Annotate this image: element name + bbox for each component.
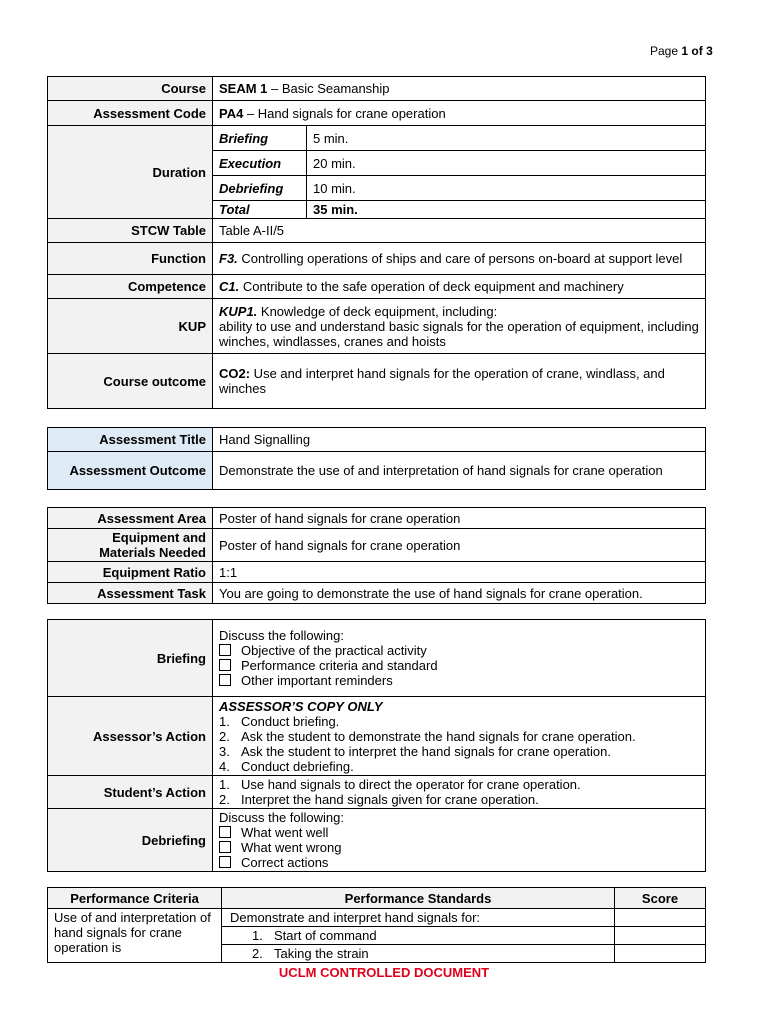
duration-time: 35 min. — [307, 201, 706, 219]
standard-item: 1. Start of command — [222, 927, 615, 945]
debriefing-content — [213, 809, 706, 872]
score-cell — [615, 945, 706, 963]
assessment-outcome-value: Demonstrate the use of and interpretation of hand signals for crane operation — [213, 452, 706, 490]
criteria-text: Use of and interpretation of hand signals for crane operation is — [48, 909, 222, 963]
assessor-heading: ASSESSOR’S COPY ONLY — [219, 698, 383, 714]
assessment-title-label: Assessment Title — [48, 428, 213, 452]
list-item: What went well — [219, 825, 699, 840]
list-item: 2. Interpret the hand signals given for crane operation. — [219, 792, 539, 807]
assessment-title-value: Hand Signalling — [213, 428, 706, 452]
assessor-action-content — [213, 697, 706, 776]
assessment-code-label: Assessment Code — [48, 101, 213, 126]
function-label: Function — [48, 243, 213, 275]
checkbox-icon — [219, 659, 231, 671]
checkbox-icon — [219, 841, 231, 853]
assessment-table — [47, 427, 706, 490]
assessment-task-label: Assessment Task — [48, 583, 213, 604]
standard-item: 2. Taking the strain — [222, 945, 615, 963]
performance-table — [47, 887, 706, 963]
briefing-intro: Discuss the following: — [219, 628, 344, 643]
list-item: 1. Conduct briefing. — [219, 713, 340, 729]
assessor-action-label: Assessor’s Action — [48, 697, 213, 776]
stcw-label: STCW Table — [48, 219, 213, 243]
course-info-table — [47, 76, 706, 409]
score-cell — [615, 909, 706, 927]
competence-label: Competence — [48, 275, 213, 299]
list-item: Correct actions — [219, 855, 699, 870]
materials-table — [47, 507, 706, 604]
assessment-outcome-label: Assessment Outcome — [48, 452, 213, 490]
assessment-task-value: You are going to demonstrate the use of hand signals for crane operation. — [213, 583, 706, 604]
function-value: F3. Controlling operations of ships and care of persons on-board at support level — [213, 243, 706, 275]
score-header: Score — [615, 888, 706, 909]
duration-time: 5 min. — [307, 126, 706, 151]
list-item: 2. Ask the student to demonstrate the hand signals for crane operation. — [219, 728, 636, 744]
list-item: Other important reminders — [219, 673, 699, 688]
assessment-code-value: PA4 – Hand signals for crane operation — [213, 101, 706, 126]
course-value: SEAM 1 – Basic Seamanship — [213, 77, 706, 101]
equipment-ratio-label: Equipment Ratio — [48, 562, 213, 583]
kup-value: KUP1. Knowledge of deck equipment, including: ability to use and understand basic signals for the operation of equipment, including winches, windlasses, cranes and hoists — [213, 299, 706, 354]
stcw-value: Table A-II/5 — [213, 219, 706, 243]
standards-intro: Demonstrate and interpret hand signals for: — [222, 909, 615, 927]
equipment-value: Poster of hand signals for crane operation — [213, 529, 706, 562]
score-cell — [615, 927, 706, 945]
standards-header: Performance Standards — [222, 888, 615, 909]
equipment-ratio-value: 1:1 — [213, 562, 706, 583]
controlled-document-footer: UCLM CONTROLLED DOCUMENT — [278, 965, 490, 980]
briefing-content — [213, 620, 706, 697]
procedure-table — [47, 619, 706, 872]
debriefing-intro: Discuss the following: — [219, 810, 344, 825]
duration-label: Duration — [48, 126, 213, 219]
student-action-label: Student’s Action — [48, 776, 213, 809]
duration-time: 20 min. — [307, 151, 706, 176]
course-outcome-label: Course outcome — [48, 354, 213, 409]
list-item: 1. Use hand signals to direct the operator for crane operation. — [219, 777, 581, 792]
assessment-area-label: Assessment Area — [48, 508, 213, 529]
duration-phase: Debriefing — [213, 176, 307, 201]
competence-value: C1. Contribute to the safe operation of deck equipment and machinery — [213, 275, 706, 299]
page-number: Page 1 of 3 — [650, 44, 713, 58]
list-item: 4. Conduct debriefing. — [219, 758, 354, 774]
duration-phase: Briefing — [213, 126, 307, 151]
checkbox-icon — [219, 674, 231, 686]
equipment-label: Equipment and Materials Needed — [48, 529, 213, 562]
list-item: What went wrong — [219, 840, 699, 855]
checkbox-icon — [219, 856, 231, 868]
criteria-header: Performance Criteria — [48, 888, 222, 909]
student-action-content — [213, 776, 706, 809]
list-item: Performance criteria and standard — [219, 658, 699, 673]
duration-phase: Total — [213, 201, 307, 219]
debriefing-label: Debriefing — [48, 809, 213, 872]
checkbox-icon — [219, 644, 231, 656]
list-item: 3. Ask the student to interpret the hand signals for crane operation. — [219, 743, 612, 759]
kup-label: KUP — [48, 299, 213, 354]
list-item: Objective of the practical activity — [219, 643, 699, 658]
course-label: Course — [48, 77, 213, 101]
briefing-label: Briefing — [48, 620, 213, 697]
duration-time: 10 min. — [307, 176, 706, 201]
course-outcome-value: CO2: Use and interpret hand signals for the operation of crane, windlass, and winches — [213, 354, 706, 409]
assessment-area-value: Poster of hand signals for crane operation — [213, 508, 706, 529]
duration-phase: Execution — [213, 151, 307, 176]
checkbox-icon — [219, 826, 231, 838]
